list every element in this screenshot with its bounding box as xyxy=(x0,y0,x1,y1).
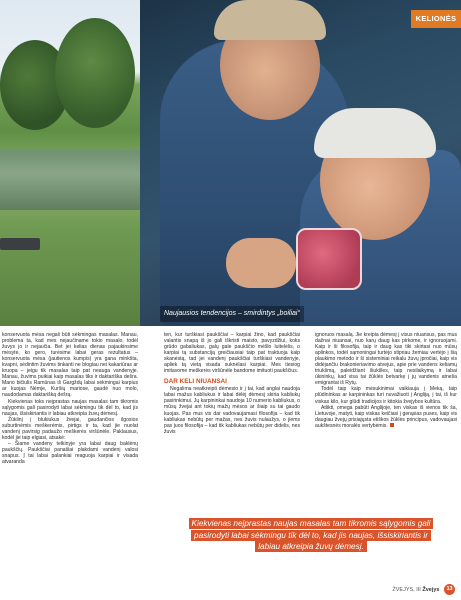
fisherman-left-cap xyxy=(214,0,326,40)
subheading: DAR KELI NIUANSAI xyxy=(164,378,227,386)
pull-quote-line: pasirodyti labai sėkmingu tik dėl to, kad jis naujas, išsiskiriantis ir xyxy=(191,530,431,541)
photo-landscape xyxy=(0,0,148,326)
issue-label: ŽVEJYS, III xyxy=(392,587,421,593)
paragraph: Kiekvienas toks neįprastas naujas masalas tam tikromis sąlygomis gali pasirodyti labai sėkmingu tik dėl to, kad jis naujas, išsiskiriantis ir labiau atkreipia žuvų dėmesį. xyxy=(2,398,138,417)
paragraph-text: Atlikti, omega pabūti Anglijoje, ten viskas iš vienos tik ša, Lietuvoje, matyti, kaip viskas keičiasi į gerąsias puses, kaip vis daugiau žvejų prisiajųsta etiškos žūklės principus, vadovaujasi aukštesnės moralės vertybėmis. xyxy=(315,404,457,429)
tree-shape xyxy=(55,18,135,128)
text-column-1 xyxy=(2,332,138,465)
paragraph: – Šiame vandeny telkinyje yra labai daug baklėnų paukščių. Paukščiai panašiai plakdami vandenį valosi snapus. Į tai labai palankiai reaguoja karpiai ir visada atvaranda xyxy=(2,440,138,465)
boat-shape xyxy=(0,238,40,250)
paragraph: Negalima neatkreipti dėmesio ir į tai, kad anglai naudoja labai mažus kabliukus ir labai dėlėj dėmesį skiria kabliukų pasirinkimui. Jų karpininkai naudoja 10 numerio kabliukus, o mūsų žvejai ant tokių mažų mėsos ar šiaip su tai gaudo kuojas. Pas mus vis dar vadovaujamasi filosofija – kad tik kabliukas nebūtų per mažas, nes žuvis nulaužys, o jiems pas juos filosofija – kad tik kabliukas nebūtų per didelis, nes žuvis xyxy=(164,386,300,435)
section-tag: KELIONĖS xyxy=(411,10,461,28)
page-number: 13 xyxy=(444,584,455,595)
paragraph: ignoruos masalą. Jie kreipia dėmesį į visus niuansus, pas mus dažnai niuansai, nuo karų daug kas pirkome, ir ignoruojami. Kaip ir ši filosofija, taip ir daug kas tiki skirtasi nuo mūsų aplinkos, todėl sąmoningai turtėjo stipriau žemiau vertėjo į šią plaukimo metodo ir ši sisteminiai reikalu žuvų įpročiai, kaip vis didėjančiu brakonieriavimo atvejus, apie prie vandens keliamų triukšmą, paleidžiant šiukšles, taip nesilaikymą ir labai ūkininkų, kad visa tai žūklės betvarkę į jų vandenis atneša emigrantai iš Rytų. xyxy=(315,332,457,387)
pull-quote xyxy=(164,518,458,553)
pull-quote-line: Kiekvienas neįprastas naujas masalas tam tikromis sąlygomis gali xyxy=(189,518,434,529)
page-footer xyxy=(392,584,455,596)
paragraph: Todėl taip kaip mėsukinimai vaikiauja į Meką, taip plūdininkas ar karpininkas turi nuvažiuoti į Angliją, į tai, iš kur viskas kilo, kur glūdi tradicijos ir kitokia žvejybos kultūra. xyxy=(315,386,457,405)
paragraph: ten, kur turškiasi paukščiai – karpiai žino, kad paukščiai valantis snapą iš jo gali iškristi maisto, pavyzdžiui, koks grūdo gabaliukas, galų gale paukščio mėšlo luitelėlis, o karpiai tą substanciją greičiausiai taip pat traktuoja kaip skanėstą, tad jei vandenį paukščiai turškiasi vandenyje, apliek tą vietą visada suknėlasi karpiai. Mes tiesiog imitavome meškerės viršūnėle bandome imituoti paukščius. xyxy=(164,332,300,375)
pond-shape xyxy=(0,150,148,210)
paragraph: Žūklinį į blukiukus žvejai, gaudančios ilgosios suburtinėmis meškerėmis, pirtigs ir ta, kad jie nuolat vandenį pavirsig padaužo meškerės viršūnėle. Paklausus, kodėl jie taip elgiasi, atsakė: xyxy=(2,416,138,441)
text-column-2 xyxy=(164,332,300,435)
fisherman-right-cap xyxy=(314,108,436,158)
pull-quote-line: labiau atkreipia žuvų dėmesį. xyxy=(255,541,367,552)
boilie-jar xyxy=(296,228,362,290)
magazine-name: Žvejys xyxy=(422,587,440,593)
photo-caption: Naujausios tendencijos – smirdintys „boiliai“ xyxy=(160,306,304,322)
end-of-article-mark xyxy=(390,423,394,427)
paragraph xyxy=(315,405,457,429)
hand-shape xyxy=(226,238,296,288)
text-column-3 xyxy=(315,332,457,429)
paragraph: konservuota mėsa negali būti sėkmingas masalas. Manau, problema ta, kad mes nejaučiname tokio masalo, todėl žuvys jo ir nejaučia. Bet jei kelias dienas pajaukinsime mėsyte, ko gero, turėsime labai geras rezultatus – konservuota mėsa (jautienos kumpis) yra gana minkšta, kvapni, sėdintim žuvims tinkanti ne blogiau nei kakariūras ar kruopa – jeigu tik masalas taip pat neauga vandenyje. Manau, žuvims puikiai kaip masalas tiks ir daktariška dešra. Mano bičiulis Ramūnas iš Gargždų labai sėkmingai karpius ar kuojas Nėmje, Kuršių mariose, gaudė nuo molo, naudodamas daktarišką dešrą. xyxy=(2,332,138,399)
